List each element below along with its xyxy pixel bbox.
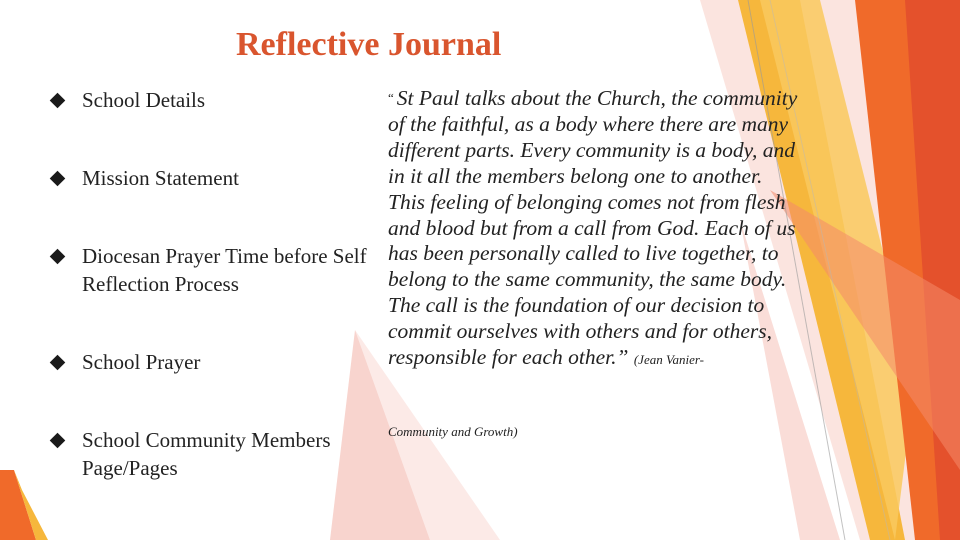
bullet-text: Diocesan Prayer Time before Self Reflection Process xyxy=(82,244,367,296)
list-item xyxy=(48,348,368,376)
list-item xyxy=(48,86,368,114)
bullet-text: Mission Statement xyxy=(82,166,239,190)
diamond-bullet-icon xyxy=(50,171,66,187)
diamond-bullet-icon xyxy=(50,433,66,449)
slide-title: Reflective Journal xyxy=(236,26,502,63)
quote-attribution-line2: Community and Growth) xyxy=(388,424,518,439)
quote-attribution-line1: (Jean Vanier- xyxy=(633,352,704,368)
list-item xyxy=(48,426,368,482)
diamond-bullet-icon xyxy=(50,93,66,109)
bullet-text: School Prayer xyxy=(82,350,201,374)
quote-open-mark: “ xyxy=(388,90,394,105)
quote-block xyxy=(388,85,798,439)
bullet-text: School Community Members Page/Pages xyxy=(82,428,331,480)
diamond-bullet-icon xyxy=(50,355,66,371)
bullet-text: School Details xyxy=(82,88,206,112)
list-item xyxy=(48,242,368,298)
diamond-bullet-icon xyxy=(50,249,66,265)
quote-text: St Paul talks about the Church, the community of the faithful, as a body where there are many different parts. Every community is a body, and in it all the members belong one to another. This feeling of belonging comes not from flesh and blood but from a call from God. Each of us has been personally called to live together, to belong to the same community, the same body. The call is the foundation of our decision to commit ourselves with others and for others, responsible for each other.” xyxy=(388,86,798,370)
list-item xyxy=(48,164,368,192)
